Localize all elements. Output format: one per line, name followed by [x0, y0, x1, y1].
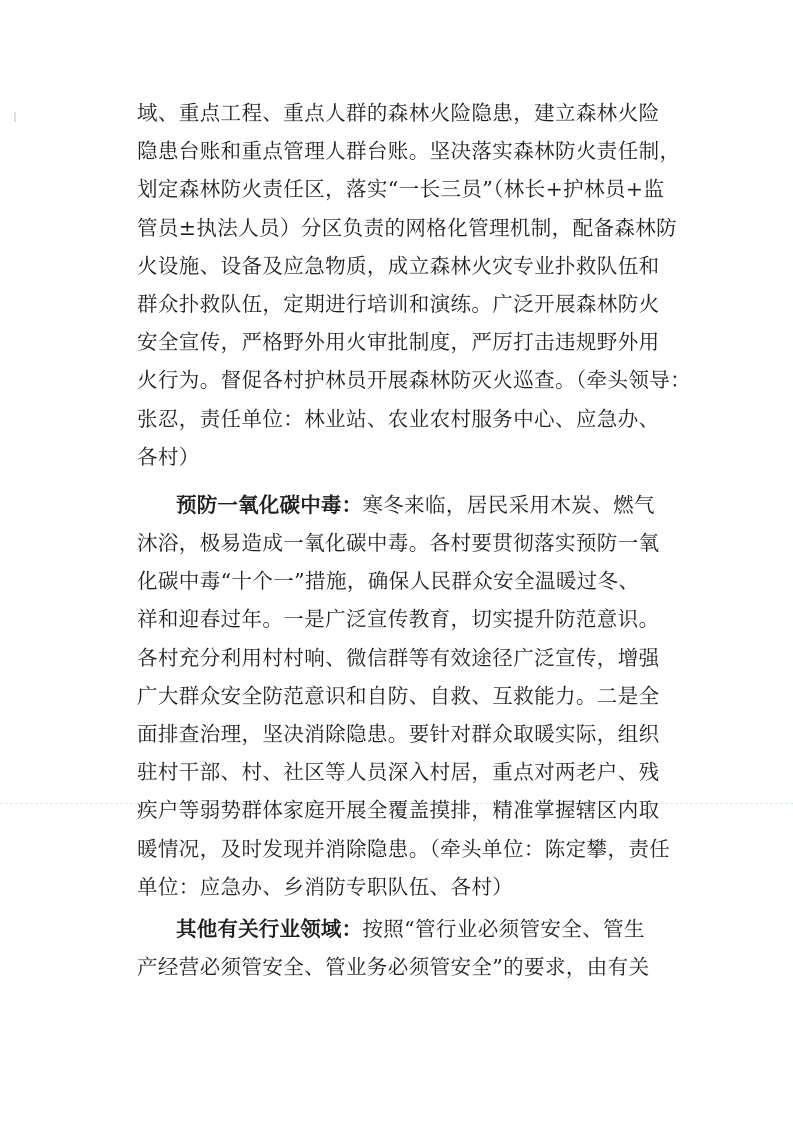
text-line: 安全宣传，严格野外用火审批制度，严厉打击违规野外用 — [137, 330, 660, 355]
text-line: 广大群众安全防范意识和自防、自救、互救能力。二是全 — [137, 683, 660, 708]
section-heading: 预防一氧化碳中毒： — [176, 492, 363, 517]
text-line: 沐浴，极易造成一氧化碳中毒。各村要贯彻落实预防一氧 — [137, 531, 660, 556]
paragraph-co-poisoning — [137, 486, 671, 906]
text-line: 祥和迎春过年。一是广泛宣传教育，切实提升防范意识。 — [137, 607, 660, 632]
text-line: 驻村干部、村、社区等人员深入村居，重点对两老户、残 — [137, 760, 660, 785]
text-line: 各村） — [137, 444, 200, 469]
text-line: 火设施、设备及应急物质，成立森林火灾专业扑救队伍和 — [137, 253, 660, 278]
section-heading-line — [137, 486, 667, 524]
document-body — [137, 94, 692, 986]
text-line: 单位：应急办、乡消防专职队伍、各村） — [137, 874, 514, 899]
text-line: 各村充分利用村村响、微信群等有效途径广泛宣传，增强 — [137, 645, 660, 670]
section-heading-line — [137, 910, 667, 948]
paragraph-spacer — [137, 476, 667, 486]
text-line: 划定森林防火责任区，落实“一长三员”（林长+护林员+监 — [137, 177, 665, 202]
section-heading-rest: 按照“管行业必须管安全、管生 — [362, 916, 645, 941]
text-line: 隐患台账和重点管理人群台账。坚决落实森林防火责任制， — [137, 139, 681, 164]
text-line: 管员±执法人员）分区负责的网格化管理机制，配备森林防 — [137, 215, 678, 240]
text-line: 化碳中毒“十个一”措施，确保人民群众安全温暖过冬、 — [137, 569, 640, 594]
text-line: 疾户等弱势群体家庭开展全覆盖摸排，精准掌握辖区内取 — [137, 798, 660, 823]
text-line: 域、重点工程、重点人群的森林火险隐患，建立森林火险 — [137, 101, 660, 125]
text-line: 产经营必须管安全、管业务必须管安全”的要求，由有关 — [137, 955, 650, 980]
text-line: 火行为。督促各村护林员开展森林防灭火巡查。（牵头领导： — [137, 368, 692, 393]
text-line: 群众扑救队伍，定期进行培训和演练。广泛开展森林防火 — [137, 291, 660, 316]
section-heading-rest: 寒冬来临，居民采用木炭、燃气 — [362, 492, 655, 517]
text-line: 暖情况，及时发现并消除隐患。（牵头单位：陈定攀，责任 — [137, 836, 671, 861]
text-line: 张忍，责任单位：林业站、农业农村服务中心、应急办、 — [137, 406, 660, 431]
scan-margin-mark — [14, 112, 16, 122]
paragraph-forest-fire — [137, 94, 692, 476]
text-line: 面排查治理，坚决消除隐患。要针对群众取暖实际，组织 — [137, 722, 660, 746]
section-heading: 其他有关行业领域： — [176, 916, 363, 941]
paragraph-other-industries — [137, 910, 667, 986]
